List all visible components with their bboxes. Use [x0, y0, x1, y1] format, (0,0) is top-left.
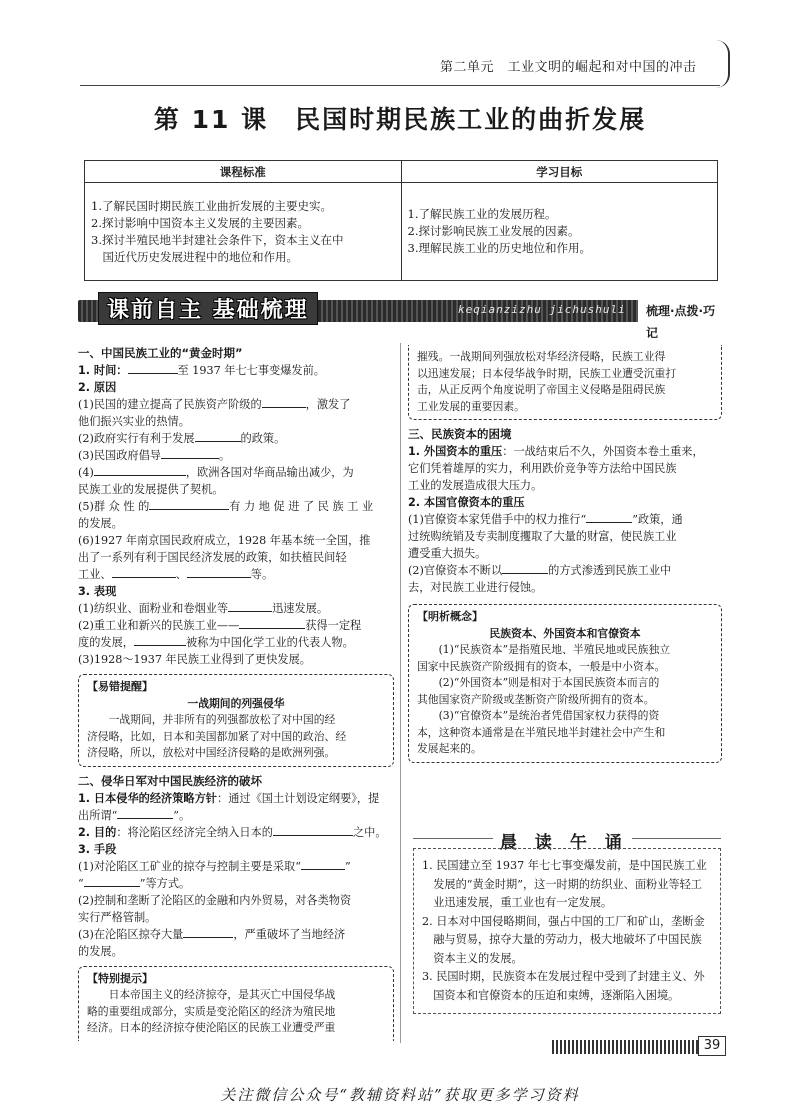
text: ，欧洲各国对华商品输出减少，为 [185, 466, 354, 479]
column-divider [400, 343, 401, 1043]
text: 的政策。 [240, 432, 286, 445]
error-prone-box [78, 674, 394, 767]
recite-item: 资本主义的发展。 [422, 951, 523, 965]
left-column [78, 345, 394, 1041]
fill-blank[interactable] [94, 464, 186, 476]
fill-blank[interactable] [301, 858, 345, 870]
recite-title: 晨 读 午 诵 [500, 833, 628, 853]
item-label: 3. 表现 [78, 585, 117, 598]
fill-blank[interactable] [195, 430, 241, 442]
text: 工业、 [78, 568, 112, 581]
box-text: 摧残。一战期间列强放松对华经济侵略，民族工业得 [417, 350, 666, 363]
box-tag: 【特别提示】 [87, 971, 153, 985]
item-label: 1. 外国资本的重压 [408, 445, 503, 458]
text: 等。 [250, 568, 274, 581]
standards-item: 3.探讨半殖民地半封建社会条件下，资本主义在中 [91, 232, 344, 247]
box-tag: 【易错提醒】 [87, 680, 153, 693]
item-label: 1. 日本侵华的经济策略方针 [78, 791, 217, 805]
text: 工业的发展造成很大压力。 [408, 479, 543, 492]
section-heading: 二、侵华日军对中国民族经济的破坏 [78, 773, 262, 788]
text: 出所谓“ [78, 808, 118, 822]
text: ：通过《国土计划设定纲要》，提 [217, 791, 380, 805]
box-text: 击，从正反两个角度说明了帝国主义侵略是阻碍民族 [417, 383, 666, 396]
recite-item: 国资本和官僚资本的压迫和束缚，逐渐陷入困境。 [422, 988, 680, 1002]
fill-blank[interactable] [586, 511, 632, 523]
box-text: 其他国家资产阶级或垄断资产阶级所拥有的资本。 [417, 692, 655, 706]
box-text: 略的重要组成部分，实质是变沦陷区的经济为殖民地 [87, 1004, 336, 1018]
unit-title: 第二单元 工业文明的崛起和对中国的冲击 [440, 60, 697, 75]
fill-blank[interactable] [149, 498, 229, 510]
text: ” [344, 859, 351, 873]
text: 获得一定程 [305, 619, 362, 632]
recite-rule-right [632, 838, 721, 839]
box-text: 一战期间，并非所有的列强都放松了对中国的经 [108, 713, 336, 726]
goals-item: 3.理解民族工业的历史地位和作用。 [407, 241, 591, 255]
right-column [408, 345, 722, 763]
text: (2)政府实行有利于发展 [78, 432, 195, 445]
text: 被称为中国化学工业的代表人物。 [185, 636, 354, 649]
page-number-bar [552, 1040, 702, 1054]
box-text: 济侵略，比如，日本和美国都加紧了对中国的政治、经 [87, 729, 347, 743]
text: ”等方式。 [139, 876, 191, 890]
text: (3)1928～1937 年民族工业得到了更快发展。 [78, 653, 311, 666]
box-text: 经济。日本的经济掠夺使沦陷区的民族工业遭受严重 [87, 1021, 336, 1034]
banner-pinyin: keqianzizhu jichushuli [458, 303, 626, 316]
special-tip-box [78, 966, 394, 1041]
text: (6)1927 年南京国民政府成立，1928 年基本统一全国，推 [78, 534, 371, 547]
banner-tag: 梳理·点拨·巧记 [638, 300, 724, 322]
text: 去，对民族工业进行侵蚀。 [408, 581, 543, 594]
box-text: (1)“民族资本”是指殖民地、半殖民地或民族独立 [438, 643, 671, 656]
goals-header: 学习目标 [402, 161, 718, 183]
standards-item: 2.探讨影响中国资本主义发展的主要因素。 [91, 215, 309, 230]
text: ”。 [173, 808, 191, 822]
fill-blank[interactable] [161, 447, 219, 459]
page-number: 39 [698, 1036, 726, 1056]
box-tag: 【明析概念】 [417, 610, 483, 623]
goals-item: 1.了解民族工业的发展历程。 [407, 207, 557, 221]
fill-blank[interactable] [502, 562, 548, 574]
text: 迅速发展。 [272, 602, 329, 615]
recite-item: 1. 民国建立至 1937 年七七事变爆发前，是中国民族工业 [422, 859, 707, 872]
text: 。 [218, 449, 231, 462]
text: ”政策，通 [632, 513, 683, 526]
standards-item: 国近代历史发展进程中的地位和作用。 [91, 249, 298, 264]
standards-item: 1.了解民国时期民族工业曲折发展的主要史实。 [91, 198, 332, 213]
standards-header: 课程标准 [85, 161, 401, 183]
text: (1)官僚资本家凭借手中的权力推行“ [408, 513, 587, 526]
standards-table [84, 160, 718, 281]
text: 至 1937 年七七事变爆发前。 [177, 364, 325, 377]
text: (2)官僚资本不断以 [408, 564, 503, 577]
header-bracket-decoration [716, 40, 730, 88]
text: 它们凭着雄厚的实力，利用跌价竞争等方法给中国民族 [408, 462, 677, 475]
goals-item: 2.探讨影响民族工业发展的因素。 [407, 224, 580, 238]
box-title: 一战期间的列强侵华 [187, 696, 285, 710]
fill-blank[interactable] [84, 875, 140, 887]
text: 他们振兴实业的热情。 [78, 415, 190, 428]
text: 的发展。 [78, 944, 123, 958]
fill-blank[interactable] [262, 396, 306, 408]
item-label: 2. 原因 [78, 381, 117, 394]
box-text: 以迅速发展；日本侵华战争时期，民族工业遭受沉重打 [417, 366, 677, 380]
item-label: 1. 时间： [78, 364, 128, 377]
header-rule [80, 85, 720, 86]
text: (3)民国政府倡导 [78, 449, 161, 462]
recite-item: 融与贸易，掠夺大量的劳动力，极大地破坏了中国民族 [422, 933, 702, 946]
fill-blank[interactable] [239, 617, 305, 629]
recite-box [413, 848, 721, 1014]
text: (1)民国的建立提高了民族资产阶级的 [78, 398, 262, 411]
goals-column [401, 161, 718, 280]
box-title: 民族资本、外国资本和官僚资本 [489, 626, 641, 640]
text: “ [78, 876, 84, 890]
box-text: (3)“官僚资本”是统治者凭借国家权力获得的资 [438, 709, 660, 722]
text: (3)在沦陷区掠夺大量 [78, 927, 184, 941]
text: 的发展。 [78, 517, 123, 530]
item-label: 3. 手段 [78, 842, 117, 856]
lesson-title: 第 11 课 民国时期民族工业的曲折发展 [153, 105, 647, 134]
standards-column [85, 161, 401, 280]
footer-note: 关注微信公众号“教辅资料站”获取更多学习资料 [220, 1086, 580, 1104]
section-heading: 三、民族资本的困境 [408, 427, 512, 441]
banner-title: 课前自主 基础梳理 [98, 292, 318, 325]
text: 出了一系列有利于国民经济发展的政策，如扶植民间轻 [78, 551, 347, 564]
box-text: 济侵略，所以，放松对中国经济侵略的是欧洲列强。 [87, 746, 336, 759]
text: (5)群 众 性 的 [78, 500, 150, 513]
text: ：将沦陷区经济完全纳入日本的 [116, 825, 273, 839]
item-label: 2. 本国官僚资本的重压 [408, 496, 525, 509]
box-text: (2)“外国资本”则是相对于本国民族资本而言的 [438, 676, 660, 689]
text: (1)对沦陷区工矿业的掠夺与控制主要是采取“ [78, 859, 301, 873]
item-label: 2. 目的 [78, 825, 117, 839]
text: 度的发展， [78, 636, 134, 649]
recite-item: 业迅速发展，重工业也有一定发展。 [422, 896, 613, 909]
recite-item: 3. 民国时期，民族资本在发展过程中受到了封建主义、外 [422, 970, 705, 983]
text: 遭受重大损失。 [408, 547, 487, 560]
fill-blank[interactable] [112, 566, 176, 578]
fill-blank[interactable] [187, 566, 251, 578]
special-tip-box-continued [408, 345, 722, 420]
box-text: 日本帝国主义的经济掠夺，是其灭亡中国侵华战 [108, 988, 336, 1001]
text: (1)纺织业、面粉业和卷烟业等 [78, 602, 229, 615]
fill-blank[interactable] [273, 824, 353, 836]
box-text: 本，这种资本通常是在半殖民地半封建社会中产生和 [417, 725, 666, 739]
box-text: 国家中民族资产阶级拥有的资本，一般是中小资本。 [417, 659, 666, 673]
text: 之中。 [352, 825, 387, 839]
text: ，激发了 [305, 398, 351, 411]
text: (4) [78, 466, 94, 479]
fill-blank[interactable] [134, 634, 186, 646]
recite-item: 发展的“黄金时期”，这一时期的纺织业、面粉业等轻工 [422, 877, 702, 891]
text: 有 力 地 促 进 了 民 族 工 业 [229, 500, 374, 513]
fill-blank[interactable] [183, 926, 233, 938]
fill-blank[interactable] [228, 600, 272, 612]
box-text: 发展起来的。 [417, 742, 482, 755]
fill-blank[interactable] [128, 362, 178, 374]
text: 的方式渗透到民族工业中 [548, 564, 672, 577]
section-banner [78, 296, 724, 340]
text: 民族工业的发展提供了契机。 [78, 483, 224, 496]
text: 、 [175, 568, 187, 581]
text: (2)控制和垄断了沦陷区的金融和内外贸易，对各类物资 [78, 893, 352, 907]
text: (2)重工业和新兴的民族工业—— [78, 619, 240, 632]
concept-box [408, 604, 722, 763]
text: 过统购统销及专卖制度攫取了大量的财富，使民族工业 [408, 530, 677, 543]
text: ：一战结束后不久，外国资本卷土重来， [502, 445, 704, 458]
text: 实行严格管制。 [78, 910, 157, 924]
fill-blank[interactable] [117, 807, 173, 819]
box-text: 工业发展的重要因素。 [417, 399, 525, 413]
text: ，严重破坏了当地经济 [233, 927, 346, 941]
section-heading: 一、中国民族工业的“黄金时期” [78, 346, 243, 360]
recite-item: 2. 日本对中国侵略期间，强占中国的工厂和矿山，垄断金 [422, 914, 705, 928]
recite-rule-left [413, 838, 493, 839]
